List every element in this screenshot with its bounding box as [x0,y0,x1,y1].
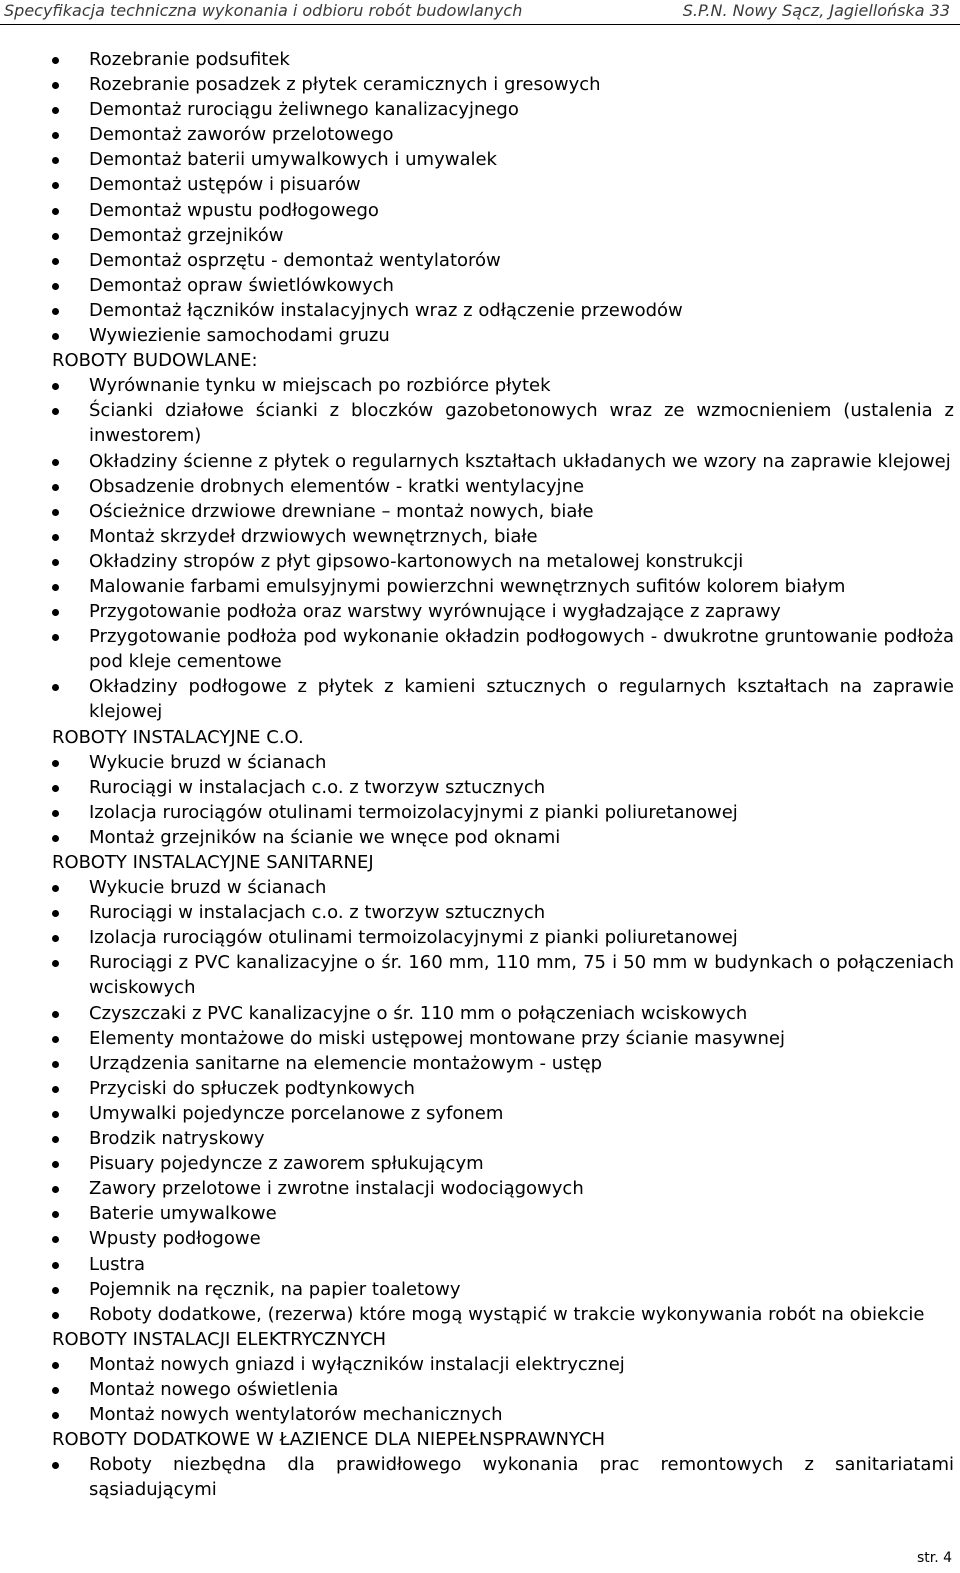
list-item [52,674,954,724]
list-item-text: Brodzik natryskowy [89,1128,265,1150]
list-item-text: Malowanie farbami emulsyjnymi powierzchni wewnętrznych sufitów kolorem białym [89,575,846,597]
list-item-text: Umywalki pojedyncze porcelanowe z syfonem [89,1102,504,1124]
list-item [52,900,954,925]
list-item-text: Pojemnik na ręcznik, na papier toaletowy [89,1278,461,1300]
bullet-icon [52,524,60,549]
list-item [52,373,954,398]
list-item [52,524,954,549]
list-item-text: Wyrównanie tynku w miejscach po rozbiórce płytek [89,375,551,397]
page-header [0,0,960,25]
list-item-text: Ścianki działowe ścianki z bloczków gazobetonowych wraz ze wzmocnieniem (ustalenia z inwestorem) [89,400,954,447]
bullet-icon [52,1452,60,1477]
bullet-icon [52,398,60,423]
list-item-text: Elementy montażowe do miski ustępowej montowane przy ścianie masywnej [89,1027,785,1049]
bullet-icon [52,198,60,223]
bullet-list [52,47,954,348]
list-item [52,750,954,775]
bullet-list [52,750,954,850]
list-item-text: Demontaż ustępów i pisuarów [89,174,361,196]
bullet-icon [52,1402,60,1427]
bullet-icon [52,624,60,649]
list-item [52,1302,954,1327]
project-address: S.P.N. Nowy Sącz, Jagiellońska 33 [682,1,950,20]
section-heading: ROBOTY INSTALACJI ELEKTRYCZNYCH [52,1328,387,1350]
list-item [52,925,954,950]
bullet-icon [52,1051,60,1076]
list-item [52,1026,954,1051]
list-item-text: Okładziny ścienne z płytek o regularnych kształtach układanych we wzory na zaprawie klejowej [89,450,951,472]
list-item [52,1176,954,1201]
list-item-text: Okładziny podłogowe z płytek z kamieni sztucznych o regularnych kształtach na zaprawie klejowej [89,676,954,723]
list-item [52,800,954,825]
list-item-text: Demontaż grzejników [89,224,284,246]
list-item-text: Demontaż opraw świetlówkowych [89,274,394,296]
list-item-text: Montaż nowych gniazd i wyłączników instalacji elektrycznej [89,1353,625,1375]
bullet-icon [52,775,60,800]
list-item-text: Demontaż baterii umywalkowych i umywalek [89,149,497,171]
list-item [52,1126,954,1151]
list-item [52,1226,954,1251]
bullet-icon [52,298,60,323]
list-item [52,1001,954,1026]
bullet-icon [52,1302,60,1327]
list-item-text: Lustra [89,1253,145,1275]
list-item [52,775,954,800]
list-item [52,1101,954,1126]
list-item [52,1352,954,1377]
list-item-text: Zawory przelotowe i zwrotne instalacji wodociągowych [89,1178,584,1200]
page-number: str. 4 [916,1550,952,1566]
list-item [52,273,954,298]
list-item [52,474,954,499]
list-item [52,950,954,1000]
bullet-icon [52,1026,60,1051]
bullet-icon [52,549,60,574]
list-item-text: Rurociągi w instalacjach c.o. z tworzyw sztucznych [89,776,546,798]
list-item-text: Demontaż osprzętu - demontaż wentylatorów [89,249,501,271]
bullet-icon [52,97,60,122]
bullet-icon [52,1001,60,1026]
bullet-icon [52,1176,60,1201]
list-item [52,1277,954,1302]
bullet-icon [52,122,60,147]
list-item [52,122,954,147]
bullet-icon [52,449,60,474]
bullet-icon [52,172,60,197]
list-item [52,172,954,197]
bullet-icon [52,223,60,248]
section-heading: ROBOTY DODATKOWE W ŁAZIENCE DLA NIEPEŁNSPRAWNYCH [52,1429,606,1451]
bullet-icon [52,950,60,975]
list-item [52,624,954,674]
bullet-icon [52,499,60,524]
list-item [52,825,954,850]
bullet-icon [52,925,60,950]
list-item [52,248,954,273]
bullet-list [52,1352,954,1427]
list-item [52,1051,954,1076]
list-item-text: Wpusty podłogowe [89,1228,261,1250]
list-item [52,72,954,97]
list-item-text: Wykucie bruzd w ścianach [89,877,327,899]
bullet-icon [52,574,60,599]
document-body [52,47,954,1502]
list-item [52,198,954,223]
bullet-icon [52,1076,60,1101]
list-item [52,1377,954,1402]
list-item [52,398,954,448]
list-item-text: Demontaż zaworów przelotowego [89,124,394,146]
list-item [52,47,954,72]
bullet-icon [52,674,60,699]
list-item-text: Roboty dodatkowe, (rezerwa) które mogą wystąpić w trakcie wykonywania robót na obiekcie [89,1303,925,1325]
bullet-icon [52,1252,60,1277]
list-item-text: Montaż skrzydeł drzwiowych wewnętrznych, białe [89,525,538,547]
bullet-list [52,875,954,1327]
list-item [52,599,954,624]
list-item-text: Rurociągi z PVC kanalizacyjne o śr. 160 mm, 110 mm, 75 i 50 mm w budynkach o połączeniach wciskowych [89,952,954,999]
list-item-text: Przyciski do spłuczek podtynkowych [89,1077,415,1099]
list-item-text: Okładziny stropów z płyt gipsowo-kartonowych na metalowej konstrukcji [89,550,744,572]
list-item [52,549,954,574]
bullet-icon [52,825,60,850]
list-item-text: Pisuary pojedyncze z zaworem spłukującym [89,1153,484,1175]
list-item-text: Rurociągi w instalacjach c.o. z tworzyw sztucznych [89,902,546,924]
list-item [52,97,954,122]
list-item [52,1201,954,1226]
bullet-icon [52,1201,60,1226]
section-heading: ROBOTY INSTALACYJNE C.O. [52,726,304,748]
bullet-icon [52,1151,60,1176]
bullet-icon [52,248,60,273]
list-item-text: Montaż grzejników na ścianie we wnęce pod oknami [89,826,561,848]
list-item [52,1252,954,1277]
bullet-list [52,373,954,724]
list-item [52,298,954,323]
list-item-text: Rozebranie posadzek z płytek ceramicznych i gresowych [89,74,601,96]
list-item [52,1076,954,1101]
bullet-icon [52,1126,60,1151]
list-item [52,875,954,900]
section-heading: ROBOTY BUDOWLANE: [52,350,258,372]
bullet-icon [52,1352,60,1377]
list-item-text: Demontaż wpustu podłogowego [89,199,379,221]
list-item-text: Izolacja rurociągów otulinami termoizolacyjnymi z pianki poliuretanowej [89,801,738,823]
list-item [52,1151,954,1176]
list-item-text: Montaż nowych wentylatorów mechanicznych [89,1404,503,1426]
list-item-text: Baterie umywalkowe [89,1203,277,1225]
bullet-icon [52,1377,60,1402]
list-item-text: Montaż nowego oświetlenia [89,1378,339,1400]
bullet-icon [52,800,60,825]
list-item-text: Roboty niezbędna dla prawidłowego wykonania prac remontowych z sanitariatami sąsiadującymi [89,1454,954,1501]
bullet-icon [52,599,60,624]
bullet-icon [52,1277,60,1302]
list-item-text: Wywiezienie samochodami gruzu [89,325,390,347]
list-item-text: Ościeżnice drzwiowe drewniane – montaż nowych, białe [89,500,594,522]
bullet-icon [52,47,60,72]
section-heading: ROBOTY INSTALACYJNE SANITARNEJ [52,852,374,873]
bullet-icon [52,1226,60,1251]
document-title: Specyfikacja techniczna wykonania i odbioru robót budowlanych [4,1,523,20]
bullet-icon [52,474,60,499]
list-item [52,449,954,474]
list-item [52,147,954,172]
list-item-text: Czyszczaki z PVC kanalizacyjne o śr. 110 mm o połączeniach wciskowych [89,1002,748,1024]
bullet-icon [52,147,60,172]
list-item-text: Przygotowanie podłoża pod wykonanie okładzin podłogowych - dwukrotne gruntowanie podłoża pod kleje cementowe [89,626,954,673]
bullet-icon [52,373,60,398]
list-item [52,223,954,248]
bullet-icon [52,1101,60,1126]
list-item-text: Przygotowanie podłoża oraz warstwy wyrównujące i wygładzające z zaprawy [89,601,781,623]
list-item-text: Urządzenia sanitarne na elemencie montażowym - ustęp [89,1052,603,1074]
bullet-icon [52,900,60,925]
bullet-icon [52,323,60,348]
list-item [52,323,954,348]
bullet-icon [52,72,60,97]
bullet-icon [52,273,60,298]
list-item-text: Izolacja rurociągów otulinami termoizolacyjnymi z pianki poliuretanowej [89,927,738,949]
list-item [52,1402,954,1427]
bullet-icon [52,750,60,775]
bullet-icon [52,875,60,900]
list-item [52,1452,954,1502]
list-item-text: Obsadzenie drobnych elementów - kratki wentylacyjne [89,475,585,497]
list-item-text: Demontaż rurociągu żeliwnego kanalizacyjnego [89,99,519,121]
list-item-text: Rozebranie podsufitek [89,49,290,70]
list-item [52,499,954,524]
list-item-text: Wykucie bruzd w ścianach [89,751,327,773]
list-item-text: Demontaż łączników instalacyjnych wraz z odłączenie przewodów [89,299,683,321]
bullet-list [52,1452,954,1502]
list-item [52,574,954,599]
